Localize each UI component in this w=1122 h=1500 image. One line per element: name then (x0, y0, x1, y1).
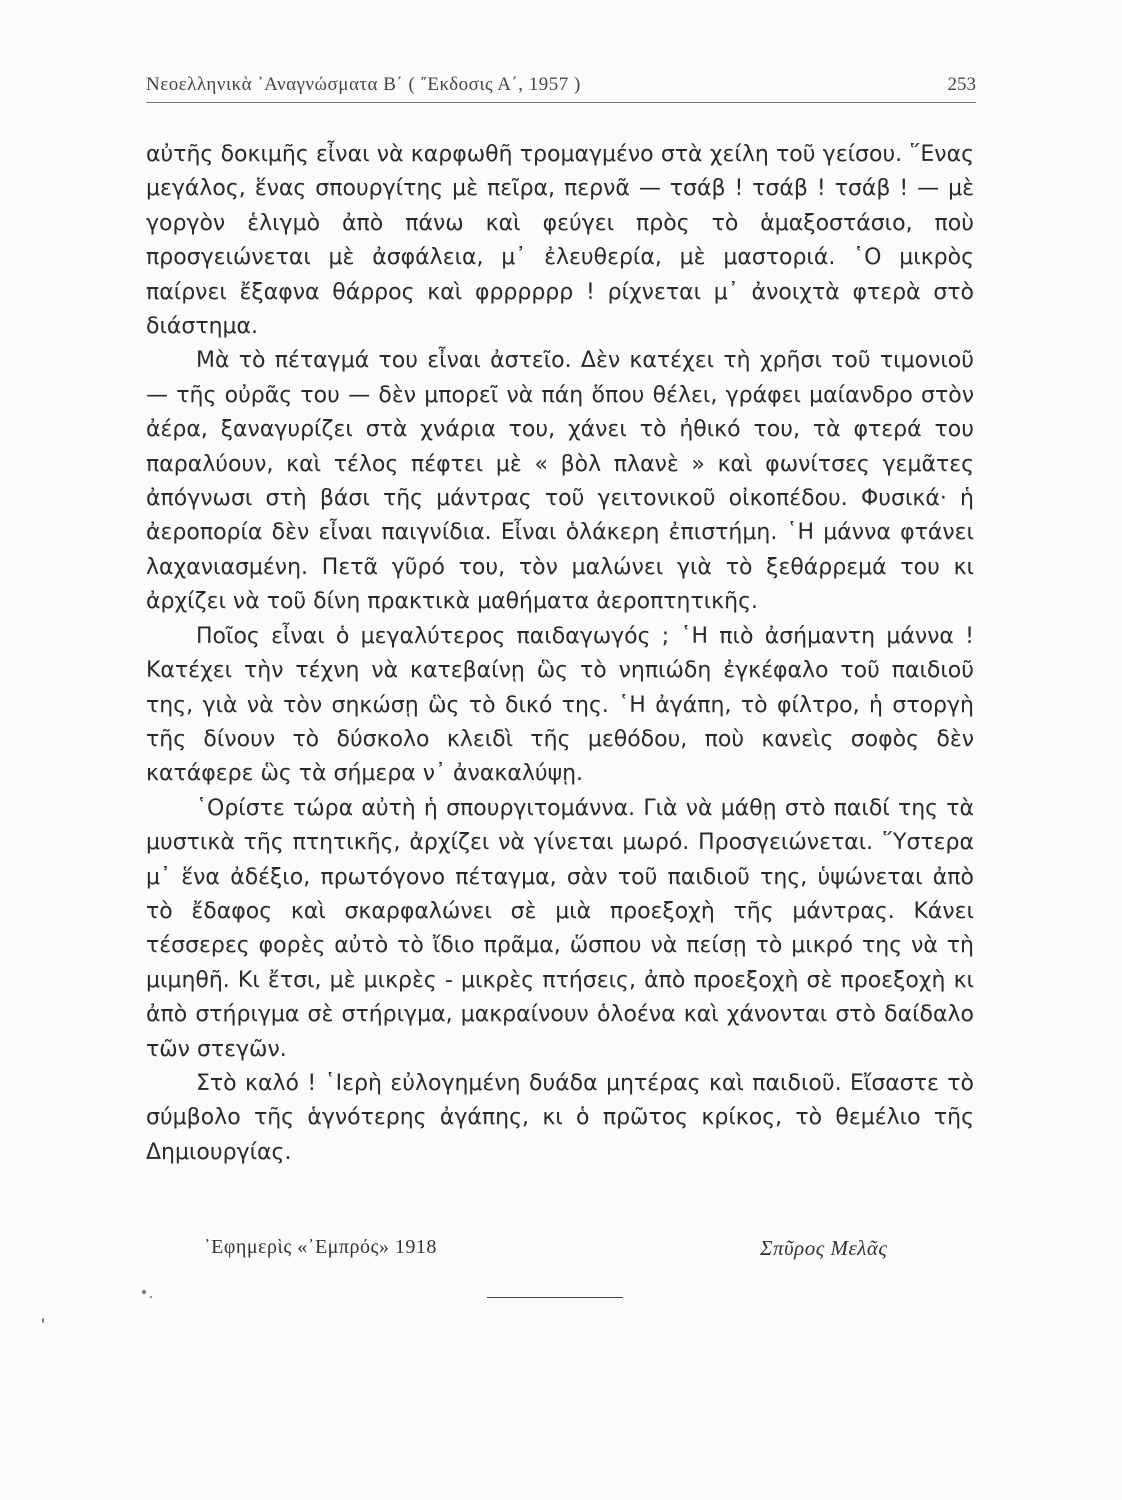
paragraph-2: Μὰ τὸ πέταγμά του εἶναι ἀστεῖο. Δὲν κατέχει τὴ χρῆσι τοῦ τιμονιοῦ — τῆς οὐρᾶς του — δὲν μπορεῖ νὰ πάη ὅπου θέλει, γράφει μαίανδρο στὸν ἀέρα, ξαναγυρίζει στὰ χνάρια του, χάνει τὸ ἠθικό του, τὰ φτερά του παραλύουν, καὶ τέλος πέφτει μὲ « βὸλ πλανὲ » καὶ φωνίτσες γεμᾶτες ἀπόγνωσι στὴ βάσι τῆς μάντρας τοῦ γειτονικοῦ οἰκοπέδου. Φυσικά· ἡ ἀεροπορία δὲν εἶναι παιγνίδια. Εἶναι ὁλάκερη ἐπιστήμη. ῾Η μάννα φτάνει λαχανιασμένη. Πετᾶ γῦρό του, τὸν μαλώνει γιὰ τὸ ξεθάρρεμά του κι ἀρχίζει νὰ τοῦ δίνη πρακτικὰ μαθήματα ἀεροπτητικῆς. (146, 348, 974, 615)
scan-speck (142, 1290, 146, 1294)
source-citation: ᾿Εφημερὶς «᾿Εμπρός» 1918 (204, 1236, 437, 1258)
scan-speck (42, 1318, 44, 1323)
page-number: 253 (947, 74, 976, 95)
scan-speck (150, 1296, 152, 1298)
paragraph-3: Ποῖος εἶναι ὁ μεγαλύτερος παιδαγωγός ; ῾Η πιὸ ἀσήμαντη μάννα ! Κατέχει τὴν τέχνη νὰ κατεβαίνῃ ὣς τὸ νηπιώδη ἐγκέφαλο τοῦ παιδιοῦ της, γιὰ νὰ τὸν σηκώσῃ ὣς τὸ δικό της. ῾Η ἀγάπη, τὸ φίλτρο, ἡ στοργὴ τῆς δίνουν τὸ δύσκολο κλειδὶ τῆς μεθόδου, ποὺ κανεὶς σοφὸς δὲν κατάφερε ὣς τὰ σήμερα ν᾿ ἀνακαλύψῃ. (146, 623, 974, 787)
running-title: Νεοελληνικὰ ᾿Αναγνώσματα Β΄ ( ῎Εκδοσις Α΄, 1957 ) (146, 74, 581, 95)
page-header (146, 68, 976, 103)
closing-rule (487, 1297, 623, 1298)
paragraph-4: ῾Ορίστε τώρα αὐτὴ ἡ σπουργιτομάννα. Γιὰ νὰ μάθῃ στὸ παιδί της τὰ μυστικὰ τῆς πτητικῆς, ἀρχίζει νὰ γίνεται μωρό. Προσγειώνεται. ῞Υστερα μ᾿ ἕνα ἀδέξιο, πρωτόγονο πέταγμα, σὰν τοῦ παιδιοῦ της, ὑψώνεται ἀπὸ τὸ ἔδαφος καὶ σκαρφαλώνει σὲ μιὰ προεξοχὴ τῆς μάντρας. Κάνει τέσσερες φορὲς αὐτὸ τὸ ἴδιο πρᾶμα, ὥσπου νὰ πείσῃ τὸ μικρό της νὰ τὴ μιμηθῆ. Κι ἔτσι, μὲ μικρὲς - μικρὲς πτήσεις, ἀπὸ προεξοχὴ σὲ προεξοχὴ κι ἀπὸ στήριγμα σὲ στήριγμα, μακραίνουν ὁλοένα καὶ χάνονται στὸ δαίδαλο τῶν στεγῶν. (146, 795, 974, 1062)
article-body (146, 138, 974, 1170)
author-signature: Σπῦρος Μελᾶς (760, 1236, 888, 1260)
paragraph-5: Στὸ καλό ! ῾Ιερὴ εὐλογημένη δυάδα μητέρας καὶ παιδιοῦ. Εἴσαστε τὸ σύμβολο τῆς ἁγνότερης ἀγάπης, κι ὁ πρῶτος κρίκος, τὸ θεμέλιο τῆς Δημιουργίας. (146, 1070, 974, 1165)
paragraph-1: αὐτῆς δοκιμῆς εἶναι νὰ καρφωθῆ τρομαγμένο στὰ χείλη τοῦ γείσου. ῞Ενας μεγάλος, ἕνας σπουργίτης μὲ πεῖρα, περνᾶ — τσάβ ! τσάβ ! τσάβ ! — μὲ γοργὸν ἑλιγμὸ ἀπὸ πάνω καὶ φεύγει πρὸς τὸ ἁμαξοστάσιο, ποὺ προσγειώνεται μὲ ἀσφάλεια, μ᾿ ἐλευθερία, μὲ μαστοριά. ῾Ο μικρὸς παίρνει ἔξαφνα θάρρος καὶ φρρρρρρ ! ρίχνεται μ᾿ ἀνοιχτὰ φτερὰ στὸ διάστημα. (146, 142, 974, 340)
